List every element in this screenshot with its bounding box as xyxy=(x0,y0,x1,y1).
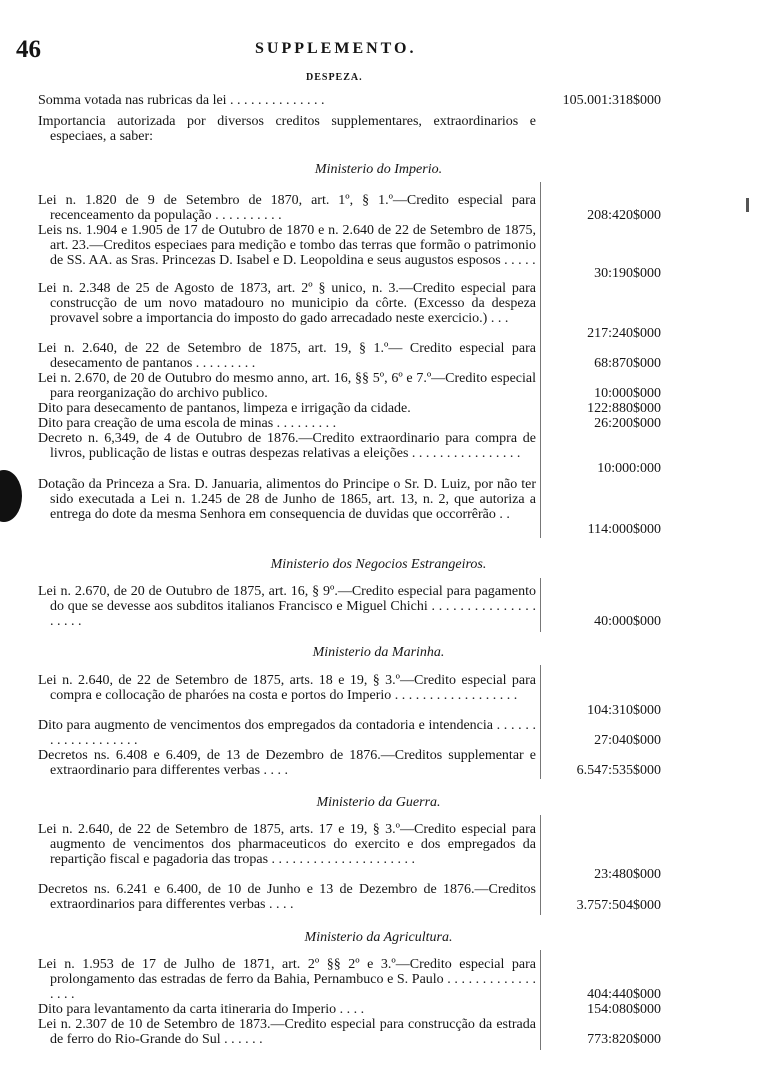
entry-amount: 105.001:318$000 xyxy=(562,93,661,108)
entry-amount: 40:000$000 xyxy=(594,614,661,629)
entry-amount: 30:190$000 xyxy=(594,266,661,281)
entry-text: Dito para creação de uma escola de minas . . . . . . . . . xyxy=(38,416,337,431)
entry-text: Dotação da Princeza a Sra. D. Januaria, alimentos do Principe o Sr. D. Luiz, por não ter sido executada a Lei n. 1.245 de 28 de Junho de 1865, art. 13, n. 2, que autoriza a entrega do dote da mesma Senhora em consequencia de duvidas que occorrêrão . . xyxy=(38,477,536,522)
entry-text: Lei n. 2.640, de 22 de Setembro de 1875, arts. 18 e 19, § 3.º—Credito especial para compra e collocação de pharóes na costa e portos do Imperio . . . . . . . . . . . . . . . . . . xyxy=(38,673,536,703)
section-title: Ministerio do Imperio. xyxy=(314,162,443,177)
entry-text: Leis ns. 1.904 e 1.905 de 17 de Outubro de 1870 e n. 2.640 de 22 de Setembro de 1875, art. 23.—Creditos especiaes para medição e tombo das terras que formão o patrimonio de SS. AA. as Sras. Princezas D. Isabel e D. Leopoldina e seus augustos esposos . . . . . xyxy=(38,223,536,268)
entry-amount: 10:000$000 xyxy=(594,386,661,401)
entry-amount: 68:870$000 xyxy=(594,356,661,371)
ink-blot xyxy=(0,470,22,522)
entry-amount: 26:200$000 xyxy=(594,416,661,431)
entry-text: Lei n. 2.307 de 10 de Setembro de 1873.—Credito especial para construcção da estrada de ferro do Rio-Grande do Sul . . . . . . xyxy=(38,1017,536,1047)
entry-amount: 3.757:504$000 xyxy=(576,898,661,913)
intro-line: Somma votada nas rubricas da lei . . . . . . . . . . . . . . xyxy=(38,93,325,108)
entry-text: Decretos ns. 6.241 e 6.400, de 10 de Junho e 13 de Dezembro de 1876.—Creditos extraordinarios para differentes verbas . . . . xyxy=(38,882,536,912)
entry-amount: 23:480$000 xyxy=(594,867,661,882)
entry-text: Lei n. 2.640, de 22 de Setembro de 1875, arts. 17 e 19, § 3.º—Credito especial para augmento de vencimentos dos pharmaceuticos do exercito e dos empregados da repartição fiscal e pagadoria das tropas . . . . . . . . . . . . . . . . . . . . . xyxy=(38,822,536,867)
page-number: 46 xyxy=(16,36,41,63)
entry-text: Lei n. 2.670, de 20 de Outubro do mesmo anno, art. 16, §§ 5º, 6º e 7.º—Credito especial para reorganização do archivo publico. xyxy=(38,371,536,401)
section-title: Ministerio da Marinha. xyxy=(312,645,445,660)
entry-text: Lei n. 2.670, de 20 de Outubro de 1875, art. 16, § 9º.—Credito especial para pagamento do que se devesse aos subditos italianos Francisco e Miguel Chichi . . . . . . . . . . . . . . . . . . . . xyxy=(38,584,536,629)
entry-amount: 217:240$000 xyxy=(587,326,661,341)
entry-text: Lei n. 1.820 de 9 de Setembro de 1870, art. 1º, § 1.º—Credito especial para recenceamento da população . . . . . . . . . . xyxy=(38,193,536,223)
entry-amount: 27:040$000 xyxy=(594,733,661,748)
entry-text: Dito para levantamento da carta itineraria do Imperio . . . . xyxy=(38,1002,365,1017)
entry-text: Decreto n. 6,349, de 4 de Outubro de 1876.—Credito extraordinario para compra de livros, publicação de listas e outras despezas relativas a eleições . . . . . . . . . . . . . . . . xyxy=(38,431,536,461)
section-subtitle: DESPEZA. xyxy=(306,72,363,83)
section-title: Ministerio da Agricultura. xyxy=(304,930,453,945)
entry-text: Lei n. 1.953 de 17 de Julho de 1871, art. 2º §§ 2º e 3.º—Credito especial para prolongamento das estradas de ferro da Bahia, Pernambuco e S. Paulo . . . . . . . . . . . . . . . . . xyxy=(38,957,536,1002)
entry-amount: 208:420$000 xyxy=(587,208,661,223)
entry-text: Dito para augmento de vencimentos dos empregados da contadoria e intendencia . . . . . . . . . . . . . . . . . . . xyxy=(38,718,536,748)
margin-mark xyxy=(746,198,749,212)
entry-text: Dito para desecamento de pantanos, limpeza e irrigação da cidade. xyxy=(38,401,411,416)
entry-amount: 104:310$000 xyxy=(587,703,661,718)
running-title: SUPPLEMENTO. xyxy=(255,40,417,57)
section-title: Ministerio dos Negocios Estrangeiros. xyxy=(270,557,487,572)
entry-amount: 10:000:000 xyxy=(597,461,661,476)
entry-amount: 404:440$000 xyxy=(587,987,661,1002)
entry-amount: 773:820$000 xyxy=(587,1032,661,1047)
intro-line: Importancia autorizada por diversos creditos supplementares, extraordinarios e especiaes, a saber: xyxy=(38,114,536,144)
entry-amount: 122:880$000 xyxy=(587,401,661,416)
entry-amount: 154:080$000 xyxy=(587,1002,661,1017)
entry-text: Decretos ns. 6.408 e 6.409, de 13 de Dezembro de 1876.—Creditos supplementar e extraordinario para differentes verbas . . . . xyxy=(38,748,536,778)
entry-amount: 114:000$000 xyxy=(587,522,661,537)
section-title: Ministerio da Guerra. xyxy=(316,795,441,810)
column-rule xyxy=(540,665,541,779)
entry-text: Lei n. 2.640, de 22 de Setembro de 1875, art. 19, § 1.º— Credito especial para desecamento de pantanos . . . . . . . . . xyxy=(38,341,536,371)
entry-text: Lei n. 2.348 de 25 de Agosto de 1873, art. 2º § unico, n. 3.—Credito especial para construcção de um novo matadouro no municipio da côrte. (Excesso da despeza provavel sobre a importancia do imposto do gado arrecadado neste exercicio.) . . . xyxy=(38,281,536,326)
entry-amount: 6.547:535$000 xyxy=(576,763,661,778)
